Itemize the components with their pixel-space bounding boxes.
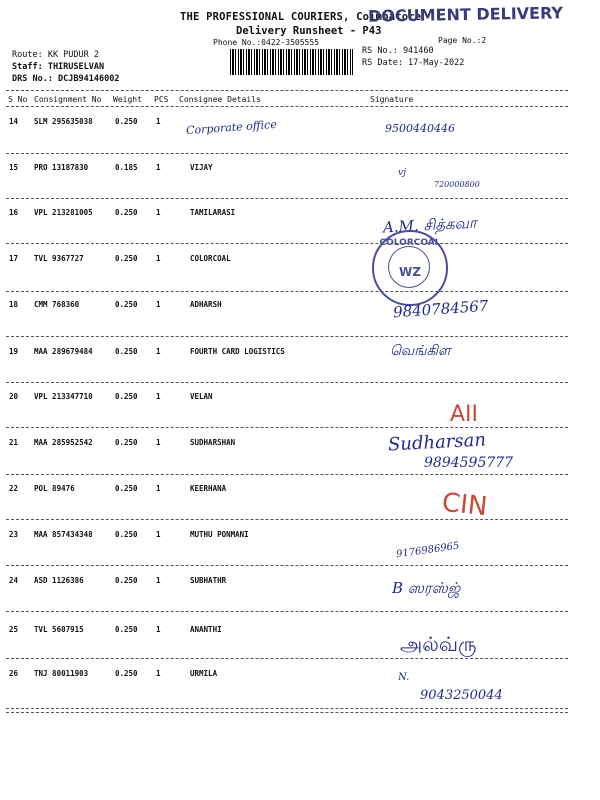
consignment-no: MAA 289679484 (34, 347, 93, 356)
consignee: ADHARSH (190, 300, 222, 309)
table-row (0, 347, 600, 357)
pcs: 1 (156, 347, 161, 356)
weight: 0.250 (115, 392, 138, 401)
weight: 0.250 (115, 484, 138, 493)
divider (6, 565, 568, 566)
pcs: 1 (156, 438, 161, 447)
divider (6, 382, 568, 383)
divider (6, 336, 568, 337)
pcs: 1 (156, 530, 161, 539)
pcs: 1 (156, 669, 161, 678)
divider (6, 243, 568, 244)
consignee: COLORCOAL (190, 254, 231, 263)
consignment-no: PRO 13187830 (34, 163, 89, 172)
divider (6, 712, 568, 713)
col-sno: S No (8, 95, 28, 104)
signature: vj (398, 168, 406, 178)
pcs: 1 (156, 576, 161, 585)
signature: 9840784567 (392, 296, 489, 322)
weight: 0.250 (115, 208, 138, 217)
signature: வெங்கிள (390, 343, 451, 359)
divider (6, 708, 568, 709)
runsheet-title: Delivery Runsheet - P43 (236, 25, 382, 37)
consignee: URMILA (190, 669, 218, 678)
route-label: Route: KK PUDUR 2 (12, 50, 99, 60)
sno: 22 (9, 484, 19, 493)
table-row (0, 208, 600, 218)
weight: 0.250 (115, 117, 138, 126)
signature: 720000800 (434, 180, 480, 189)
consignment-no: VPL 213281005 (34, 208, 93, 217)
handwritten-consignee: Corporate office (185, 117, 278, 138)
col-weight: Weight (113, 95, 142, 104)
signature: A.M. சித்கவா (382, 213, 478, 237)
consignment-no: SLM 295635038 (34, 117, 93, 126)
weight: 0.250 (115, 300, 138, 309)
table-row (0, 625, 600, 635)
divider (6, 198, 568, 199)
pcs: 1 (156, 163, 161, 172)
pcs: 1 (156, 117, 161, 126)
weight: 0.250 (115, 669, 138, 678)
sno: 25 (9, 625, 19, 634)
rs-number: RS No.: 941460 (362, 46, 434, 56)
signature: 9176986965 (395, 540, 461, 561)
divider (6, 291, 568, 292)
col-signature: Signature (370, 95, 414, 104)
consignment-no: VPL 213347710 (34, 392, 93, 401)
signature: அல்வ்ரு (400, 632, 477, 656)
signature: 9043250044 (420, 688, 503, 703)
consignment-no: CMM 768360 (34, 300, 80, 309)
signature: Sudharsan (387, 429, 487, 456)
barcode (230, 49, 353, 75)
sno: 19 (9, 347, 19, 356)
pcs: 1 (156, 300, 161, 309)
signature: B ஸரஸ்ஜ் (392, 579, 461, 597)
table-row (0, 392, 600, 402)
sno: 18 (9, 300, 19, 309)
divider (6, 658, 568, 659)
divider (6, 153, 568, 154)
table-row (0, 254, 600, 264)
table-row (0, 438, 600, 448)
sno: 23 (9, 530, 19, 539)
signature: N. (398, 672, 410, 683)
sno: 20 (9, 392, 19, 401)
consignment-no: TVL 5607915 (34, 625, 84, 634)
consignee: SUDHARSHAN (190, 438, 236, 447)
consignee: ANANTHI (190, 625, 222, 634)
sno: 26 (9, 669, 19, 678)
drs-number: DRS No.: DCJB94146002 (12, 74, 120, 84)
table-row (0, 163, 600, 173)
divider (6, 106, 568, 107)
handwritten-mark: AII (450, 402, 479, 427)
pcs: 1 (156, 625, 161, 634)
table-row (0, 117, 600, 127)
seal-text: COLORCOAL (379, 238, 441, 248)
weight: 0.250 (115, 530, 138, 539)
col-consignment: Consignment No (34, 95, 102, 104)
consignee: VIJAY (190, 163, 213, 172)
divider (6, 427, 568, 428)
divider (6, 90, 568, 91)
table-row (0, 669, 600, 679)
weight: 0.250 (115, 576, 138, 585)
sno: 14 (9, 117, 19, 126)
col-consignee: Consignee Details (179, 95, 261, 104)
consignment-no: ASD 1126386 (34, 576, 84, 585)
consignee: KEERHANA (190, 484, 227, 493)
sno: 24 (9, 576, 19, 585)
consignee: SUBHATHR (190, 576, 227, 585)
consignment-no: TVL 9367727 (34, 254, 84, 263)
consignee: TAMILARASI (190, 208, 236, 217)
consignment-no: MAA 857434348 (34, 530, 93, 539)
table-row (0, 530, 600, 540)
pcs: 1 (156, 254, 161, 263)
pcs: 1 (156, 392, 161, 401)
pcs: 1 (156, 484, 161, 493)
weight: 0.250 (115, 347, 138, 356)
consignee: MUTHU PONMANI (190, 530, 249, 539)
consignment-no: TNJ 80011903 (34, 669, 89, 678)
consignee: FOURTH CARD LOGISTICS (190, 347, 285, 356)
consignment-no: POL 89476 (34, 484, 75, 493)
weight: 0.185 (115, 163, 138, 172)
divider (6, 611, 568, 612)
phone-number: Phone No.:0422-3505555 (213, 38, 319, 47)
sno: 21 (9, 438, 19, 447)
table-row (0, 484, 600, 494)
signature: 9894595777 (424, 455, 514, 471)
weight: 0.250 (115, 625, 138, 634)
sno: 16 (9, 208, 19, 217)
pcs: 1 (156, 208, 161, 217)
company-seal (372, 230, 448, 306)
seal-mark: WZ (399, 265, 421, 279)
staff-label: Staff: THIRUSELVAN (12, 62, 105, 72)
col-pcs: PCS (154, 95, 169, 104)
weight: 0.250 (115, 438, 138, 447)
consignment-no: MAA 285952542 (34, 438, 93, 447)
signature: 9500440446 (385, 122, 455, 135)
sno: 17 (9, 254, 19, 263)
consignee: VELAN (190, 392, 213, 401)
rs-date: RS Date: 17-May-2022 (362, 58, 465, 68)
company-name: THE PROFESSIONAL COURIERS, Coimbatore (180, 11, 422, 23)
weight: 0.250 (115, 254, 138, 263)
sno: 15 (9, 163, 19, 172)
divider (6, 474, 568, 475)
table-row (0, 576, 600, 586)
table-row (0, 300, 600, 310)
document-delivery-stamp: DOCUMENT DELIVERY (367, 3, 564, 26)
page-number: Page No.:2 (438, 36, 487, 45)
handwritten-mark: CIN (440, 487, 489, 523)
